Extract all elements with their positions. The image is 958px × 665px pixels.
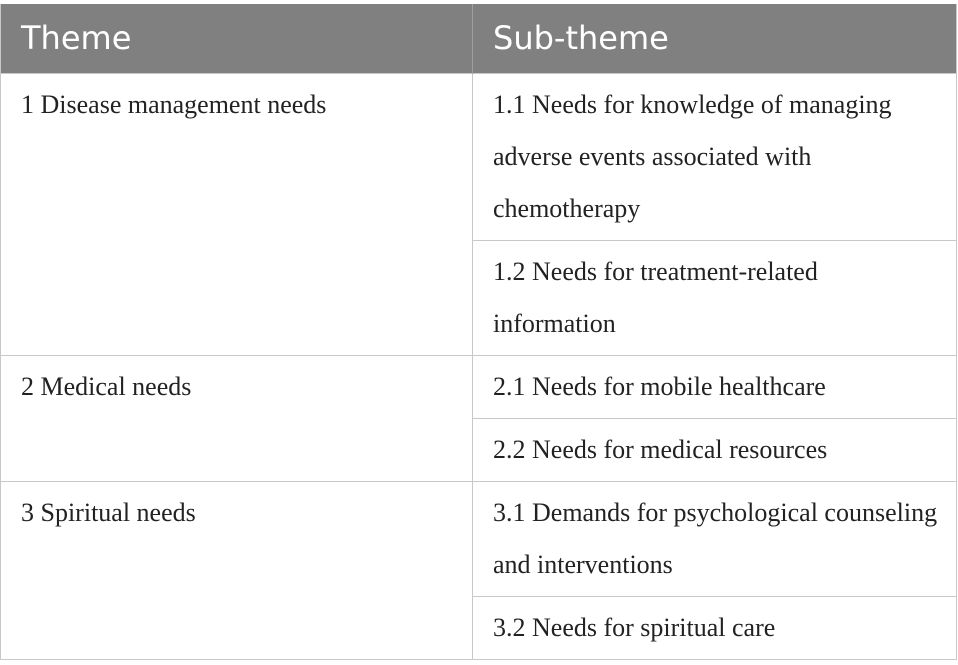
- theme-cell: 3 Spiritual needs: [1, 481, 473, 659]
- header-theme: Theme: [1, 4, 473, 73]
- sub-theme-cell: 3.1 Demands for psychological counseling and interventions: [473, 481, 957, 596]
- sub-theme-cell: 3.2 Needs for spiritual care: [473, 596, 957, 659]
- table-row: [1, 73, 957, 240]
- sub-theme-cell: 1.1 Needs for knowledge of managing adverse events associated with chemotherapy: [473, 73, 957, 240]
- theme-cell: 2 Medical needs: [1, 355, 473, 481]
- table-row: [1, 481, 957, 596]
- sub-theme-cell: 1.2 Needs for treatment-related information: [473, 240, 957, 355]
- sub-theme-cell: 2.1 Needs for mobile healthcare: [473, 355, 957, 418]
- header-row: [1, 4, 957, 73]
- themes-table: [0, 4, 957, 660]
- header-sub-theme: Sub-theme: [473, 4, 957, 73]
- sub-theme-cell: 2.2 Needs for medical resources: [473, 418, 957, 481]
- theme-cell: 1 Disease management needs: [1, 73, 473, 355]
- table-row: [1, 355, 957, 418]
